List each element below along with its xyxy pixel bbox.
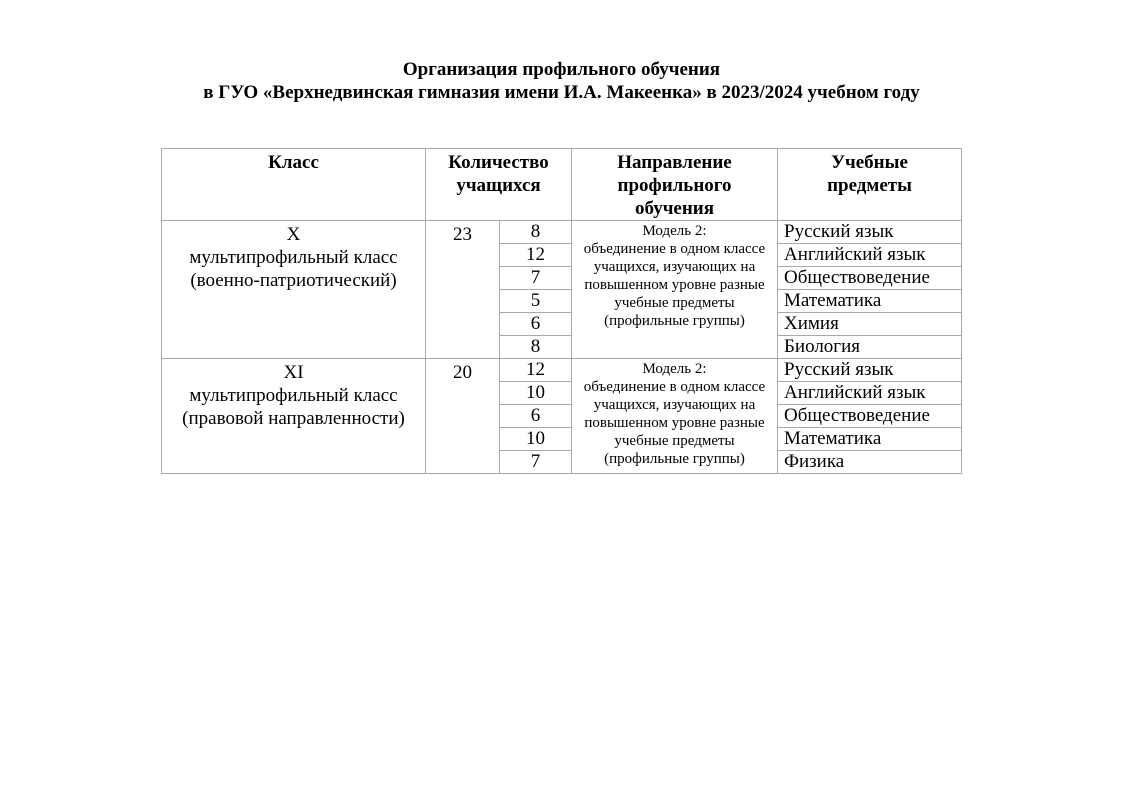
- class-type: мультипрофильный класс: [189, 247, 398, 268]
- subject-cell: Химия: [778, 313, 962, 336]
- header-direction: Направление профильного обучения: [572, 149, 778, 221]
- subject-cell: Математика: [778, 428, 962, 451]
- group-count-cell: 8: [500, 221, 572, 244]
- class-cell: [162, 221, 426, 359]
- table-row: [162, 221, 962, 244]
- table-row: [162, 359, 962, 382]
- direction-note: (профильные группы): [604, 313, 745, 329]
- header-subjects: Учебные предметы: [778, 149, 962, 221]
- title-line-1: Организация профильного обучения: [402, 59, 721, 80]
- subject-cell: Английский язык: [778, 244, 962, 267]
- group-count-cell: 6: [500, 405, 572, 428]
- class-name: XI: [283, 362, 304, 383]
- table-header-row: [162, 149, 962, 221]
- group-count-cell: 8: [500, 336, 572, 359]
- subject-cell: Обществоведение: [778, 405, 962, 428]
- direction-cell: [572, 221, 778, 359]
- class-cell: [162, 359, 426, 474]
- group-count-cell: 10: [500, 382, 572, 405]
- class-profile: (правовой направленности): [182, 408, 405, 429]
- total-students-cell: 23: [426, 221, 500, 359]
- subject-cell: Физика: [778, 451, 962, 474]
- header-class: Класс: [162, 149, 426, 221]
- direction-text: объединение в одном классе учащихся, изучающих на повышенном уровне разные учебные предметы: [583, 379, 766, 449]
- direction-note: (профильные группы): [604, 451, 745, 467]
- subject-cell: Русский язык: [778, 221, 962, 244]
- direction-cell: [572, 359, 778, 474]
- total-students-cell: 20: [426, 359, 500, 474]
- table-body: [162, 221, 962, 474]
- group-count-cell: 12: [500, 359, 572, 382]
- subject-cell: Математика: [778, 290, 962, 313]
- group-count-cell: 6: [500, 313, 572, 336]
- group-count-cell: 10: [500, 428, 572, 451]
- subject-cell: Английский язык: [778, 382, 962, 405]
- class-profile: (военно-патриотический): [190, 270, 397, 291]
- subject-cell: Обществоведение: [778, 267, 962, 290]
- document-title: [0, 58, 1123, 104]
- class-type: мультипрофильный класс: [189, 385, 398, 406]
- group-count-cell: 7: [500, 451, 572, 474]
- class-name: X: [286, 224, 301, 245]
- direction-model: Модель 2:: [642, 223, 707, 239]
- title-line-2: в ГУО «Верхнедвинская гимназия имени И.А. Макеенка» в 2023/2024 учебном году: [203, 82, 920, 103]
- group-count-cell: 12: [500, 244, 572, 267]
- profile-education-table: [161, 148, 962, 474]
- header-student-count: Количество учащихся: [426, 149, 572, 221]
- subject-cell: Русский язык: [778, 359, 962, 382]
- direction-text: объединение в одном классе учащихся, изучающих на повышенном уровне разные учебные предметы: [583, 241, 766, 311]
- group-count-cell: 5: [500, 290, 572, 313]
- direction-model: Модель 2:: [642, 361, 707, 377]
- group-count-cell: 7: [500, 267, 572, 290]
- subject-cell: Биология: [778, 336, 962, 359]
